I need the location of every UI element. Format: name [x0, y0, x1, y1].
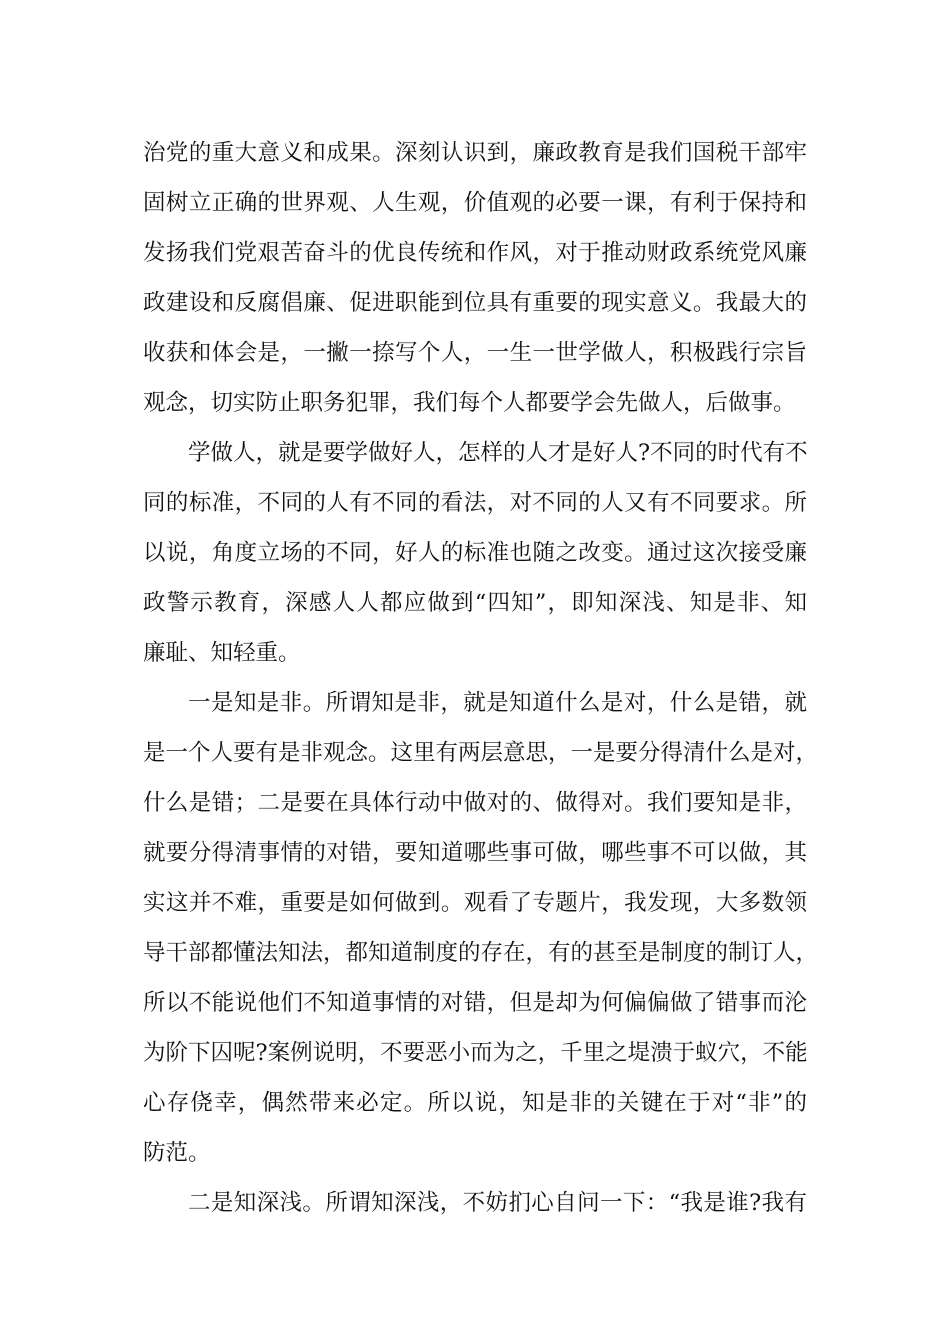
- text-line: 收获和体会是，一撇一捺写个人，一生一世学做人，积极践行宗旨: [143, 340, 807, 366]
- text-line: 导干部都懂法知法，都知道制度的存在，有的甚至是制度的制订人，: [143, 940, 819, 966]
- text-line: 同的标准，不同的人有不同的看法，对不同的人又有不同要求。所: [143, 490, 807, 516]
- text-line: 什么是错；二是要在具体行动中做对的、做得对。我们要知是非，: [143, 790, 807, 816]
- text-line: 学做人，就是要学做好人，怎样的人才是好人?不同的时代有不: [188, 440, 808, 466]
- text-line: 所以不能说他们不知道事情的对错，但是却为何偏偏做了错事而沦: [143, 990, 807, 1016]
- text-line: 是一个人要有是非观念。这里有两层意思，一是要分得清什么是对，: [143, 740, 819, 766]
- paragraph: [143, 428, 807, 678]
- text-line: 心存侥幸，偶然带来必定。所以说，知是非的关键在于对“非”的: [143, 1090, 807, 1116]
- text-line: 政警示教育，深感人人都应做到“四知”，即知深浅、知是非、知: [143, 590, 807, 616]
- text-line: 二是知深浅。所谓知深浅，不妨扪心自问一下：“我是谁?我有: [188, 1190, 807, 1216]
- text-line: 固树立正确的世界观、人生观，价值观的必要一课，有利于保持和: [143, 190, 807, 216]
- text-line: 政建设和反腐倡廉、促进职能到位具有重要的现实意义。我最大的: [143, 290, 807, 316]
- text-line: 廉耻、知轻重。: [143, 640, 301, 666]
- text-line: 防范。: [143, 1140, 211, 1166]
- text-line: 治党的重大意义和成果。深刻认识到，廉政教育是我们国税干部牢: [143, 140, 807, 166]
- text-line: 为阶下囚呢?案例说明，不要恶小而为之，千里之堤溃于蚁穴，不能: [143, 1040, 808, 1066]
- document-body: [143, 128, 819, 1228]
- paragraph: [143, 128, 807, 428]
- paragraph: [143, 1178, 807, 1228]
- paragraph: [143, 678, 819, 1178]
- text-line: 就要分得清事情的对错，要知道哪些事可做，哪些事不可以做，其: [143, 840, 807, 866]
- text-line: 实这并不难，重要是如何做到。观看了专题片，我发现，大多数领: [143, 890, 807, 916]
- text-line: 一是知是非。所谓知是非，就是知道什么是对，什么是错，就: [188, 690, 807, 716]
- text-line: 观念，切实防止职务犯罪，我们每个人都要学会先做人，后做事。: [143, 390, 796, 416]
- text-line: 发扬我们党艰苦奋斗的优良传统和作风，对于推动财政系统党风廉: [143, 240, 807, 266]
- text-line: 以说，角度立场的不同，好人的标准也随之改变。通过这次接受廉: [143, 540, 807, 566]
